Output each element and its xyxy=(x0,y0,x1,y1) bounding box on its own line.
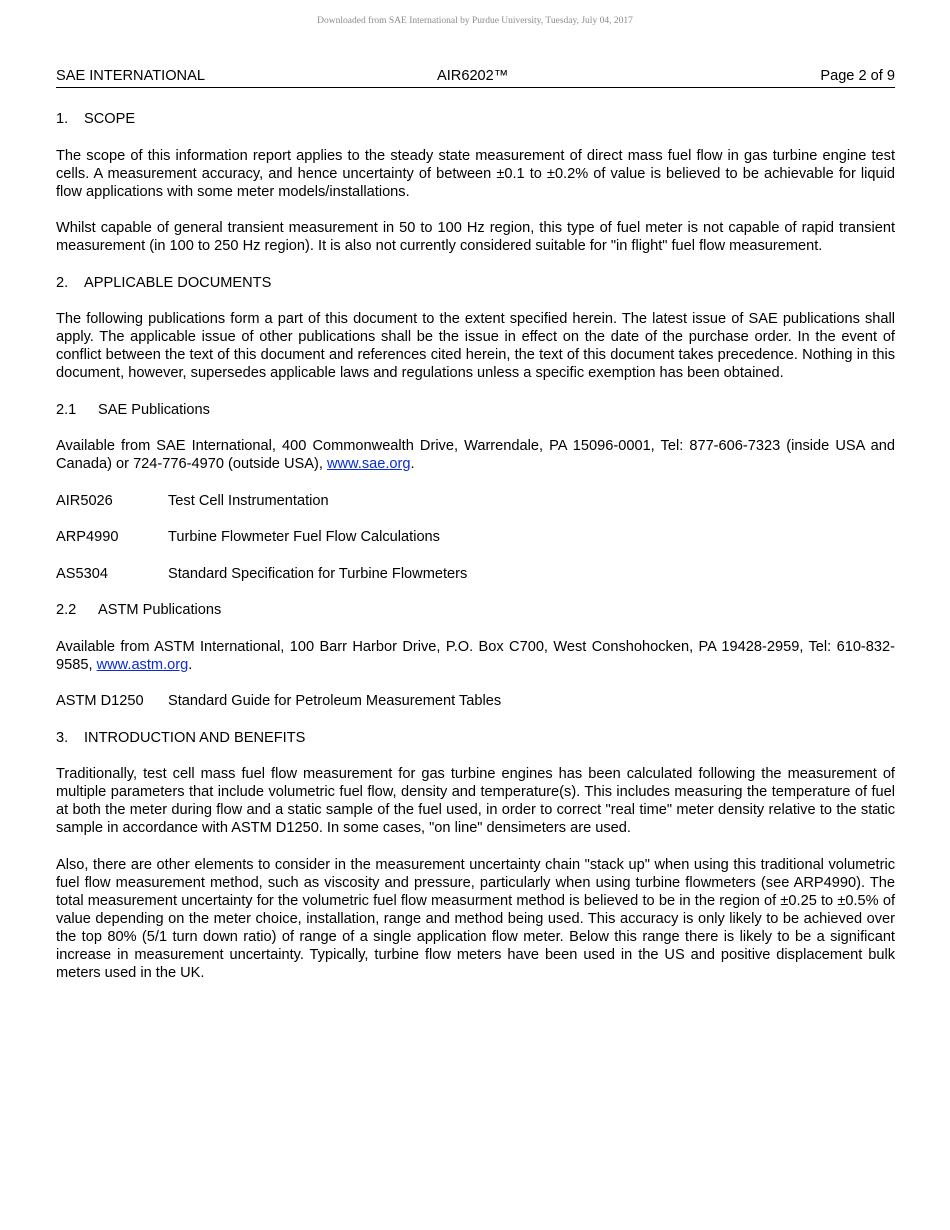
sae-availability-text: Available from SAE International, 400 Commonwealth Drive, Warrendale, PA 15096-0001, Tel: 877-606-7323 (inside USA and Canada) or 724-776-4970 (outside USA), xyxy=(56,438,895,472)
astm-availability-text: Available from ASTM International, 100 Barr Harbor Drive, P.O. Box C700, West Conshohocken, PA 19428-2959, Tel: 610-832-9585, xyxy=(56,638,895,673)
download-watermark: Downloaded from SAE International by Purdue University, Tuesday, July 04, 2017 xyxy=(317,16,633,26)
astm-website-link[interactable]: www.astm.org xyxy=(96,656,189,673)
running-header xyxy=(56,67,895,88)
section-title: ASTM Publications xyxy=(98,602,222,618)
sae-availability-end: . xyxy=(410,456,415,472)
reference-code: AS5304 xyxy=(56,565,108,582)
section-title: INTRODUCTION AND BENEFITS xyxy=(84,729,306,746)
section-heading-sae-publications xyxy=(56,401,895,438)
section-title: SCOPE xyxy=(84,111,136,127)
scope-paragraph-1: The scope of this information report applies to the steady state measurement of direct mass fuel flow in gas turbine engine test cells. A measurement accuracy, and hence uncertainty of between ±0.1 to ±0.2% of value is believed to be achievable for liquid flow applications with some meter models/installations. xyxy=(56,147,895,200)
introduction-paragraph-1: Traditionally, test cell mass fuel flow measurement for gas turbine engines has been calculated following the measurement of multiple parameters that include volumetric fuel flow, density and temperature(s). This includes measuring the temperature of fuel at both the meter during flow and a static sample of the fuel used, in order to correct "real time" meter density relative to the static sample in accordance with ASTM D1250. In some cases, "on line" densimeters are used. xyxy=(56,766,895,836)
document-body xyxy=(56,110,895,1000)
header-organization: SAE INTERNATIONAL xyxy=(56,68,205,84)
section-number: 3. xyxy=(56,729,69,746)
astm-availability-end: . xyxy=(188,656,193,673)
section-title: APPLICABLE DOCUMENTS xyxy=(84,274,272,291)
section-number: 2.2 xyxy=(56,602,77,618)
reference-title: Standard Guide for Petroleum Measurement Tables xyxy=(168,693,502,709)
reference-title: Standard Specification for Turbine Flowmeters xyxy=(168,565,468,582)
section-heading-introduction xyxy=(56,729,895,766)
section-heading-astm-publications xyxy=(56,601,895,638)
scope-paragraph-2: Whilst capable of general transient measurement in 50 to 100 Hz region, this type of fuel meter is not capable of rapid transient measurement (in 100 to 250 Hz region). It is also not currently considered suitable for "in flight" fuel flow measurement. xyxy=(56,220,895,254)
astm-availability-paragraph xyxy=(56,638,895,693)
reference-title: Test Cell Instrumentation xyxy=(168,492,329,509)
reference-code: AIR5026 xyxy=(56,492,113,509)
applicable-documents-paragraph: The following publications form a part of this document to the extent specified herein. The latest issue of SAE publications shall apply. The applicable issue of other publications shall be the issue in effect on the date of the purchase order. In the event of conflict between the text of this document and references cited herein, the text of this document takes precedence. Nothing in this document, however, supersedes applicable laws and regulations unless a specific exemption has been obtained. xyxy=(56,311,895,381)
sae-website-link[interactable]: www.sae.org xyxy=(326,456,411,472)
section-heading-scope xyxy=(56,110,895,147)
reference-code: ASTM D1250 xyxy=(56,693,144,709)
section-number: 2.1 xyxy=(56,401,77,418)
section-number: 1. xyxy=(56,111,69,127)
reference-row-arp4990 xyxy=(56,528,895,565)
sae-availability-paragraph xyxy=(56,437,895,492)
section-heading-applicable-documents xyxy=(56,274,895,311)
header-document-number: AIR6202™ xyxy=(437,68,509,84)
reference-row-astm-d1250 xyxy=(56,692,895,729)
introduction-paragraph-2: Also, there are other elements to consider in the measurement uncertainty chain "stack up" when using this traditional volumetric fuel flow measurement method, such as viscosity and pressure, particularly when using turbine flowmeters (see ARP4990). The total measurement uncertainty for the volumetric fuel flow measurment method is believed to be in the region of ±0.25 to ±0.5% of value depending on the meter choice, installation, range and method being used. This accuracy is only likely to be achieved over the top 80% (5/1 turn down ratio) of range of a single application flow meter. Below this range there is likely to be a significant increase in measurement uncertainty. Typically, turbine flow meters have been used in the US and positive displacement bulk meters used in the UK. xyxy=(56,856,895,981)
section-number: 2. xyxy=(56,274,69,291)
reference-row-air5026 xyxy=(56,492,895,529)
reference-title: Turbine Flowmeter Fuel Flow Calculations xyxy=(168,529,440,545)
reference-row-as5304 xyxy=(56,565,895,602)
reference-code: ARP4990 xyxy=(56,529,119,545)
header-page-number: Page 2 of 9 xyxy=(820,68,895,84)
section-title: SAE Publications xyxy=(98,401,210,418)
